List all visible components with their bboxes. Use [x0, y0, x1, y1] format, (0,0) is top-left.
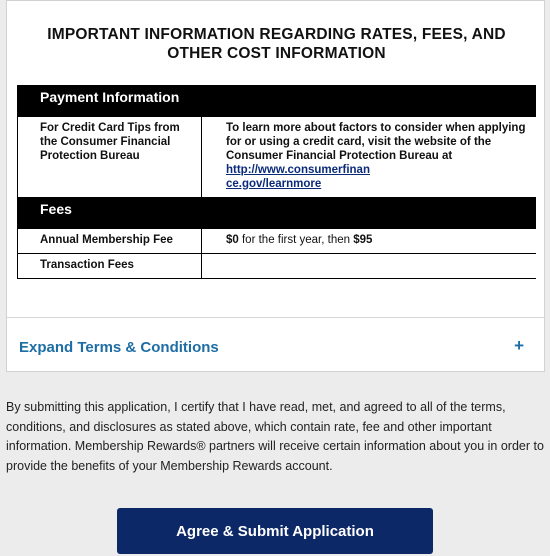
cfpb-row-value — [202, 117, 537, 198]
expand-terms-label: Expand Terms & Conditions — [19, 339, 219, 356]
annual-fee-label: Annual Membership Fee — [18, 229, 202, 254]
table-row — [18, 117, 537, 198]
annual-fee-value — [202, 229, 537, 254]
annual-fee-first-year: $0 — [226, 234, 239, 246]
cfpb-link-line2: ce.gov/learnmore — [226, 178, 322, 190]
table-row — [18, 254, 537, 279]
cfpb-link[interactable] — [226, 164, 370, 190]
terms-table-viewport[interactable] — [17, 85, 536, 317]
transaction-fees-value — [202, 254, 537, 279]
terms-table — [17, 85, 536, 279]
annual-fee-middle-text: for the first year, then — [238, 234, 354, 246]
plus-icon[interactable]: + — [514, 336, 524, 355]
cfpb-row-label: For Credit Card Tips from the Consumer Financial Protection Bureau — [18, 117, 202, 198]
fees-section-header — [18, 198, 537, 229]
fees-section-title: Fees — [18, 198, 537, 229]
cfpb-row-text: To learn more about factors to consider when applying for or using a credit card, visit the website of the Consumer Financial Protection Bureau at — [226, 122, 526, 162]
certification-disclaimer: By submitting this application, I certify that I have read, met, and agreed to all of the terms, conditions, and disclosures as stated above, which contain rate, fee and other important information. Membership Rewards® partners will receive certain information about you in order to provide the benefits of your Membership Rewards account. — [6, 400, 544, 473]
terms-heading: IMPORTANT INFORMATION REGARDING RATES, FEES, AND OTHER COST INFORMATION — [47, 26, 506, 62]
payment-section-title: Payment Information — [18, 86, 537, 117]
terms-card — [6, 0, 545, 372]
cfpb-link-line1: http://www.consumerfinan — [226, 164, 370, 176]
expand-terms-toggle[interactable] — [7, 317, 544, 372]
transaction-fees-label: Transaction Fees — [18, 254, 202, 279]
payment-section-header — [18, 86, 537, 117]
annual-fee-amount: $95 — [353, 234, 373, 246]
table-row — [18, 229, 537, 254]
agree-submit-button[interactable]: Agree & Submit Application — [117, 508, 433, 554]
